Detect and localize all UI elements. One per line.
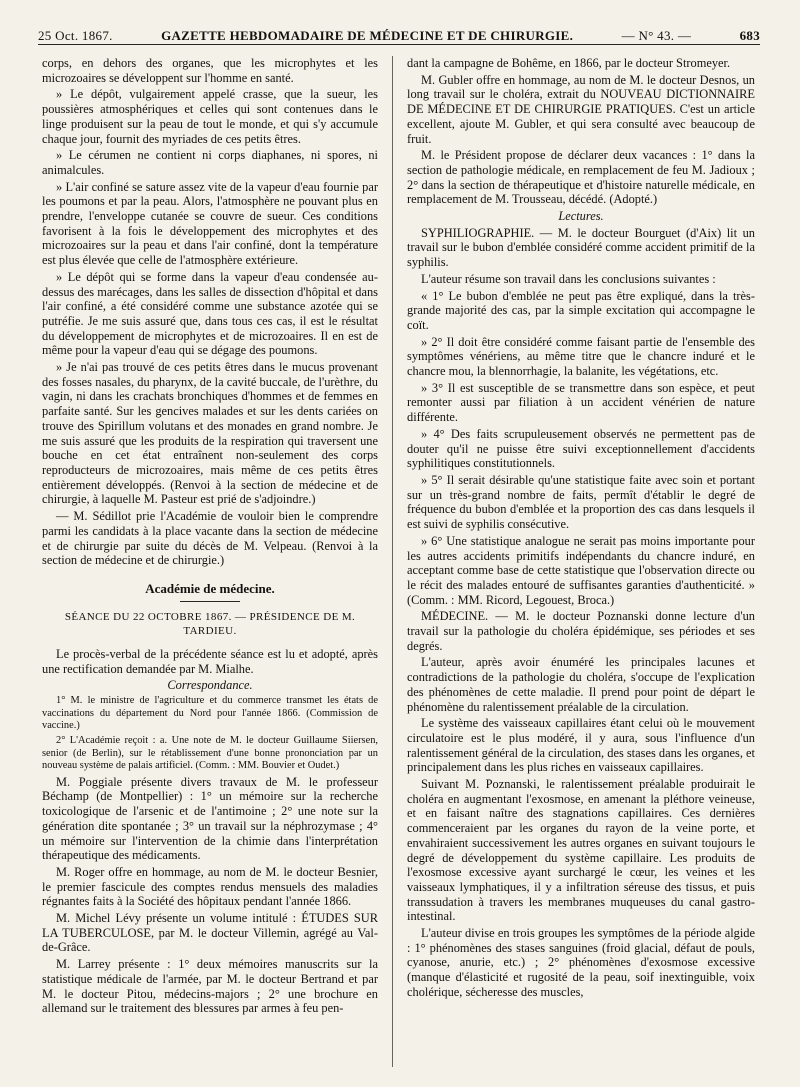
paragraph: » 2° Il doit être considéré comme faisant partie de l'ensemble des symptômes vénériens, au même titre que le chancre induré et le chancre mou, la blennorrhagie, la balanite, les végétations, etc. (407, 334, 755, 379)
subheading-correspondance: Correspondance. (167, 678, 253, 693)
page-header (38, 22, 760, 45)
paragraph: L'auteur résume son travail dans les conclusions suivantes : (421, 271, 716, 286)
paragraph: M. Michel Lévy présente un volume intitulé : ÉTUDES SUR LA TUBERCULOSE, par M. le docteur Villemin, agrégé au Val-de-Grâce. (42, 911, 378, 955)
paragraph: SYPHILIOGRAPHIE. — M. le docteur Bourguet (d'Aix) lit un travail sur le bubon d'emblée considéré comme accident primitif de la syphilis. (407, 225, 755, 270)
paragraph: L'auteur, après avoir énuméré les principales lacunes et contradictions de la pathologie du choléra, s'occupe de l'explication des phénomènes de cette maladie. Il prend pour point de départ le phénomène du ralentissement préalable de la circulation. (407, 655, 755, 714)
paragraph: Le procès-verbal de la précédente séance est lu et adopté, après une rectification demandée par M. Mialhe. (42, 647, 378, 676)
header-number: — N° 43. — (621, 28, 692, 43)
paragraph: » Le cérumen ne contient ni corps diaphanes, ni spores, ni animalcules. (42, 148, 378, 177)
left-column (42, 56, 378, 1073)
paragraph: » 5° Il serait désirable qu'une statistique faite avec soin et portant sur un très-grand nombre de faits, permît d'établir le degré de fréquence du bubon d'emblée et la proportion des cas dans lesquels il est suivi de syphilis consécutive. (407, 472, 755, 532)
paragraph: Le système des vaisseaux capillaires étant celui où le mouvement circulatoire est le plus modéré, il y aura, sous l'influence d'un ralentissement général de la circulation, des stases dans les organes, et principalement dans les plus riches en vaisseaux capillaires. (407, 716, 755, 775)
paragraph: » 6° Une statistique analogue ne serait pas moins importante pour les autres accidents primitifs indépendants du chancre induré, en acceptant comme base de cette statistique que l'observation directe ou le récit des malades entouré de suffisantes garanties d'authenticité. » (Comm. : MM. Ricord, Legouest, Broca.) (407, 533, 755, 607)
header-page-number: 683 (739, 28, 760, 43)
paragraph: M. Roger offre en hommage, au nom de M. le docteur Besnier, le premier fascicule des comptes rendus mensuels des maladies régnantes faits à la Société des hôpitaux pendant l'année 1866. (42, 864, 378, 909)
paragraph: » 3° Il est susceptible de se transmettre dans son espèce, et peut remonter aussi par filiation à un accident vénérien de nature différente. (407, 380, 755, 425)
divider (180, 601, 240, 602)
section-heading: Académie de médecine. (145, 580, 275, 596)
right-column (407, 56, 755, 1073)
paragraph: » Je n'ai pas trouvé de ces petits êtres dans le mucus provenant des fosses nasales, du pharynx, de la cavité buccale, de l'urèthre, du vagin, ni dans les crachats bronchiques d'hommes et de femmes en parfaite santé. Sur les gencives malades et sur les dents cariées on trouve des Spirillum volutans et des monades en grand nombre. Je me suis assuré que les produits de la respiration qui traversent une bouche en cet état entraînent non-seulement des corps reproducteurs de microzoaires, mais même de ces petits êtres entièrement développés. (Renvoi à la section de médecine et de chirurgie, à laquelle M. Pasteur est prié de s'adjoindre.) (42, 360, 378, 507)
paragraph: L'auteur divise en trois groupes les symptômes de la période algide : 1° phénomènes des stases sanguines (froid glacial, défaut de pouls, cyanose, anurie, etc.) ; 2° phénomènes d'exosmose excessive (manque d'élasticité et rugosité de la peau, soif inextinguible, voix cholérique, sécheresse des muscles, (407, 926, 755, 999)
paragraph: corps, en dehors des organes, que les microphytes et les microzoaires se développent sur l'homme en santé. (42, 56, 378, 85)
correspondence-item: 2° L'Académie reçoit : a. Une note de M. le docteur Guillaume Siiersen, senior (de Berlin), sur le rétablissement d'une bonne prononciation par un nouveau système de palais artificiel. (Comm. : MM. Bouvier et Oudet.) (42, 734, 378, 772)
subheading-lectures: Lectures. (558, 209, 604, 224)
paragraph: — M. Sédillot prie l'Académie de vouloir bien le comprendre parmi les candidats à la place vacante dans la section de médecine et de chirurgie par suite du décès de M. Velpeau. (Renvoi à la section de médecine et de chirurgie.) (42, 509, 378, 568)
session-line: SÉANCE DU 22 OCTOBRE 1867. — PRÉSIDENCE DE M. TARDIEU. (64, 610, 356, 638)
column-divider (392, 56, 393, 1067)
paragraph: » Le dépôt qui se forme dans la vapeur d'eau condensée au-dessus des marécages, dans les salles de dissection d'hôpital et dans l'air confiné, a été considéré comme une substance azotée qui se putréfie. Je me suis assuré que, dans tous ces cas, il est le résultat du développement de microphytes et de microzoaires. Il en est de même pour la vapeur d'eau qui se dégage des poumons. (42, 269, 378, 358)
paragraph: « 1° Le bubon d'emblée ne peut pas être expliqué, dans la très-grande majorité des cas, par la simple excitation qui accompagne le coït. (407, 288, 755, 332)
header-title: GAZETTE HEBDOMADAIRE DE MÉDECINE ET DE CHIRURGIE. (161, 28, 574, 43)
paragraph: MÉDECINE. — M. le docteur Poznanski donne lecture d'un travail sur la pathologie du choléra épidémique, ses périodes et ses degrés. (407, 609, 755, 653)
paragraph: M. Poggiale présente divers travaux de M. le professeur Béchamp (de Montpellier) : 1° un mémoire sur la recherche toxicologique de l'arsenic et de l'antimoine ; 2° une note sur la génération dite spontanée ; 3° un travail sur la néphrozymase ; 4° un mémoire sur l'intervention de la chimie dans l'interprétation thérapeutique des médicaments. (42, 774, 378, 863)
header-date: 25 Oct. 1867. (38, 28, 113, 43)
paragraph: » L'air confiné se sature assez vite de la vapeur d'eau fournie par les poumons et par la peau. Alors, l'atmosphère ne pouvant plus en prendre, l'enveloppe cutanée se couvre de sueur. Ces conditions favorisent à la fois le développement des microphytes et des microzoaires sur la peau et dans l'air confiné, dont la température est plus élevée que celle de l'atmosphère extérieure. (42, 179, 378, 268)
paragraph: M. Larrey présente : 1° deux mémoires manuscrits sur la statistique médicale de l'armée, par M. le docteur Bertrand et par M. le docteur Pitou, médecins-majors ; 2° une brochure en allemand sur le traitement des blessures par armes à feu pen- (42, 957, 378, 1016)
paragraph: dant la campagne de Bohême, en 1866, par le docteur Stromeyer. (407, 56, 731, 70)
correspondence-item: 1° M. le ministre de l'agriculture et du commerce transmet les états de vaccinations du département du Nord pour l'année 1866. (Commission de vaccine.) (42, 695, 378, 732)
paragraph: M. le Président propose de déclarer deux vacances : 1° dans la section de pathologie médicale, en remplacement de feu M. Jadioux ; 2° dans la section de thérapeutique et d'histoire naturelle médicale, en remplacement de M. Trousseau, décédé. (Adopté.) (407, 148, 755, 207)
paragraph: » Le dépôt, vulgairement appelé crasse, que la sueur, les poussières atmosphériques et celles qui sont contenues dans le linge produisent sur la peau de tout le monde, et qui s'y accumule chaque jour, fournit des myriades de ces petits êtres. (42, 87, 378, 146)
paragraph: » 4° Des faits scrupuleusement observés ne permettent pas de douter qu'il ne puisse être suivi exceptionnellement d'accidents syphilitiques constitutionnels. (407, 426, 755, 471)
paragraph: M. Gubler offre en hommage, au nom de M. le docteur Desnos, un long travail sur le choléra, extrait du NOUVEAU DICTIONNAIRE DE MÉDECINE ET DE CHIRURGIE PRATIQUES. C'est un article excellent, ajoute M. Gubler, et qui sera consulté avec beaucoup de fruit. (407, 72, 755, 146)
paragraph: Suivant M. Poznanski, le ralentissement préalable produirait le choléra en augmentant l'exosmose, en amenant la pléthore veineuse, et en faisant naître des stagnations capillaires. Ces dernières commenceraient par les organes du rayon de la veine porte, et envahiraient successivement les autres organes en suivant toujours le degré de développement du système capillaire. Les produits de l'exosmose excessive ayant surchargé le cœur, les veines et les vaisseaux lymphatiques, il y a infiltration séreuse des tissus, et puis transsudation à travers les membranes muqueuses du canal gastro-intestinal. (407, 777, 755, 924)
